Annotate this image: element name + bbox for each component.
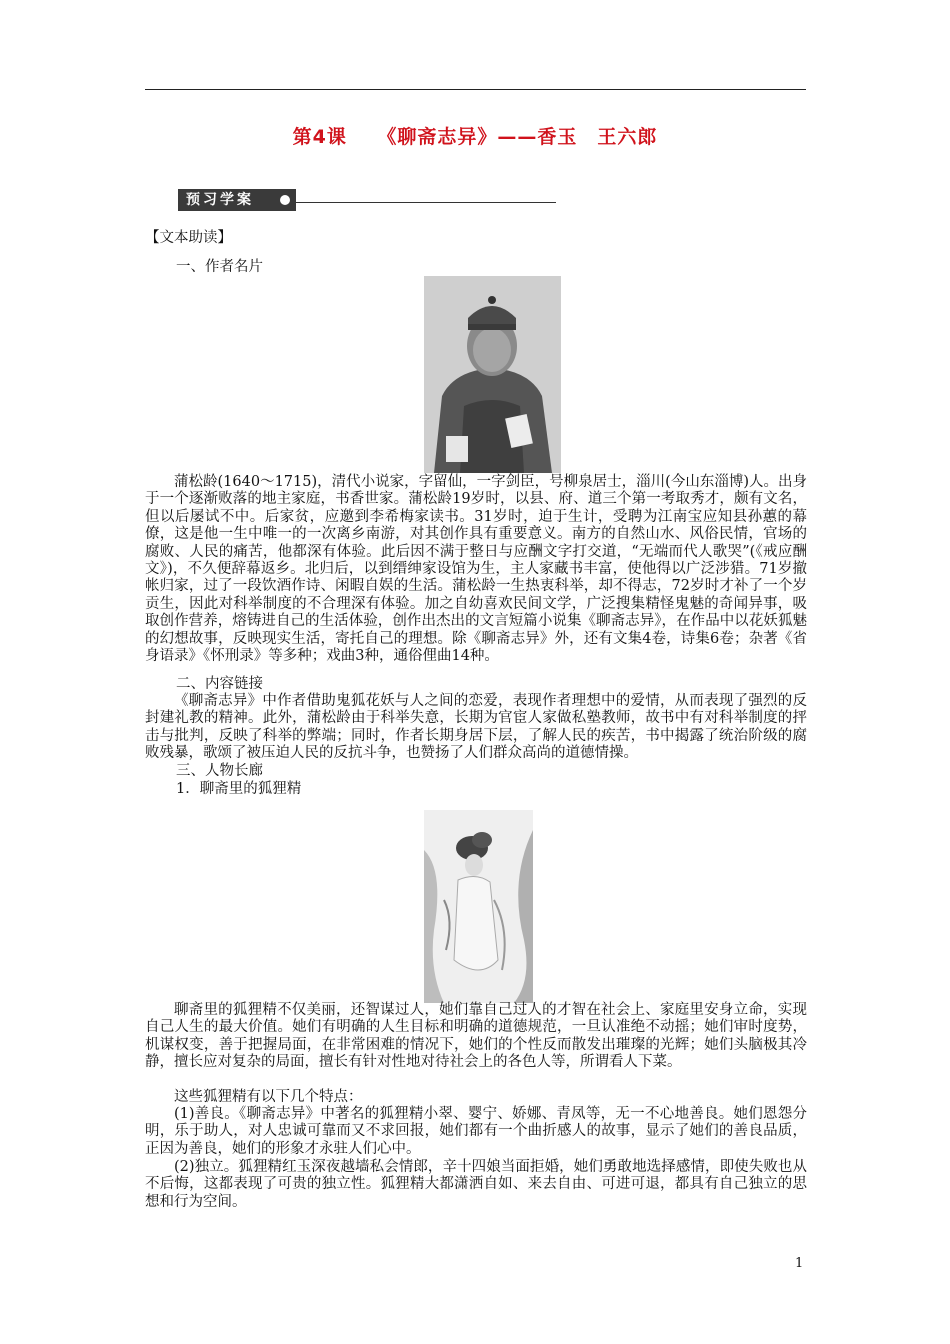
heading-character: 三、人物长廊 [176, 763, 263, 779]
trait-independence-paragraph: (2)独立。狐狸精红玉深夜越墙私会情郎，辛十四娘当面拒婚，她们勇敢地选择感情，即使失败也从不后悔，这都表现了可贵的独立性。狐狸精大都潇洒自如、来去自由、可进可退，都具有自己独立的思想和行为空间。 [145, 1159, 807, 1210]
author-bio-paragraph: 蒲松龄(1640～1715)，清代小说家，字留仙，一字剑臣，号柳泉居士，淄川(今山东淄博)人。出身于一个逐渐败落的地主家庭，书香世家。蒲松龄19岁时，以县、府、道三个第一考取秀才，颇有文名，但以后屡试不中。后家贫，应邀到李希梅家读书。31岁时，迫于生计，受聘为江南宝应知县孙蕙的幕僚，这是他一生中唯一的一次离乡南游，对其创作具有重要意义。南方的自然山水、风俗民情，官场的腐败、人民的痛苦，他都深有体验。此后因不满于整日与应酬文字打交道，“无端而代人歌哭”(《戒应酬文》)，不久便辞幕返乡。北归后，以到缙绅家设馆为生，主人家藏书丰富，使他得以广泛涉猎。71岁撤帐归家，过了一段饮酒作诗、闲暇自娱的生活。蒲松龄一生热衷科举，却不得志，72岁时才补了一个岁贡生，因此对科举制度的不合理深有体验。加之自幼喜欢民间文学，广泛搜集精怪鬼魅的奇闻异事，吸取创作营养，熔铸进自己的生活体验，创作出杰出的文言短篇小说集《聊斋志异》，在作品中以花妖狐魅的幻想故事，反映现实生活，寄托自己的理想。除《聊斋志异》外，还有文集4卷，诗集6卷；杂著《省身语录》《怀刑录》等多种；戏曲3种，通俗俚曲14种。 [145, 474, 807, 665]
fox-intro-paragraph: 聊斋里的狐狸精不仅美丽，还智谋过人，她们靠自己过人的才智在社会上、家庭里安身立命，实现自己人生的最大价值。她们有明确的人生目标和明确的道德规范，一旦认准绝不动摇；她们审时度势，机谋权变，善于把握局面，在非常困难的情况下，她们的个性反而散发出璀璨的光辉；她们头脑极其冷静，擅长应对复杂的局面，擅长有针对性地对待社会上的各色人等，所谓看人下菜。 [145, 1002, 807, 1071]
section-tag-label: 预习学案 [186, 192, 254, 208]
heading-fox: 1．聊斋里的狐狸精 [176, 781, 302, 797]
header-rule [145, 89, 806, 90]
page-title [0, 122, 950, 149]
section-divider [296, 202, 556, 203]
heading-wenben: 【文本助读】 [145, 230, 232, 246]
pu-songling-portrait-image [424, 276, 561, 473]
fox-spirit-image [424, 810, 533, 1003]
heading-author: 一、作者名片 [176, 259, 263, 275]
trait-kindness-paragraph: (1)善良。《聊斋志异》中著名的狐狸精小翠、婴宁、娇娜、青凤等，无一不心地善良。她们恩怨分明，乐于助人，对人忠诚可靠而又不求回报，她们都有一个曲折感人的故事，显示了她们的善良品质，正因为善良，她们的形象才永驻人们心中。 [145, 1106, 807, 1157]
section-tag [178, 189, 296, 211]
content-link-paragraph: 《聊斋志异》中作者借助鬼狐花妖与人之间的恋爱，表现作者理想中的爱情，从而表现了强烈的反封建礼教的精神。此外，蒲松龄由于科举失意，长期为官宦人家做私塾教师，故书中有对科举制度的抨击与批判，反映了科举的弊端；同时，作者长期身居下层，了解人民的疾苦，书中揭露了统治阶级的腐败残暴，歌颂了被压迫人民的反抗斗争，也赞扬了人们群众高尚的道德情操。 [145, 693, 807, 762]
heading-content: 二、内容链接 [176, 676, 263, 692]
lesson-title: 《聊斋志异》——香玉 王六郎 [377, 126, 658, 148]
fox-spirit-illustration [424, 810, 533, 1003]
page-number: 1 [795, 1256, 804, 1271]
portrait-illustration [424, 276, 561, 473]
lesson-number: 第4课 [292, 126, 347, 148]
fox-traits-intro: 这些狐狸精有以下几个特点： [174, 1089, 363, 1105]
bullet-dot-icon [280, 195, 290, 205]
